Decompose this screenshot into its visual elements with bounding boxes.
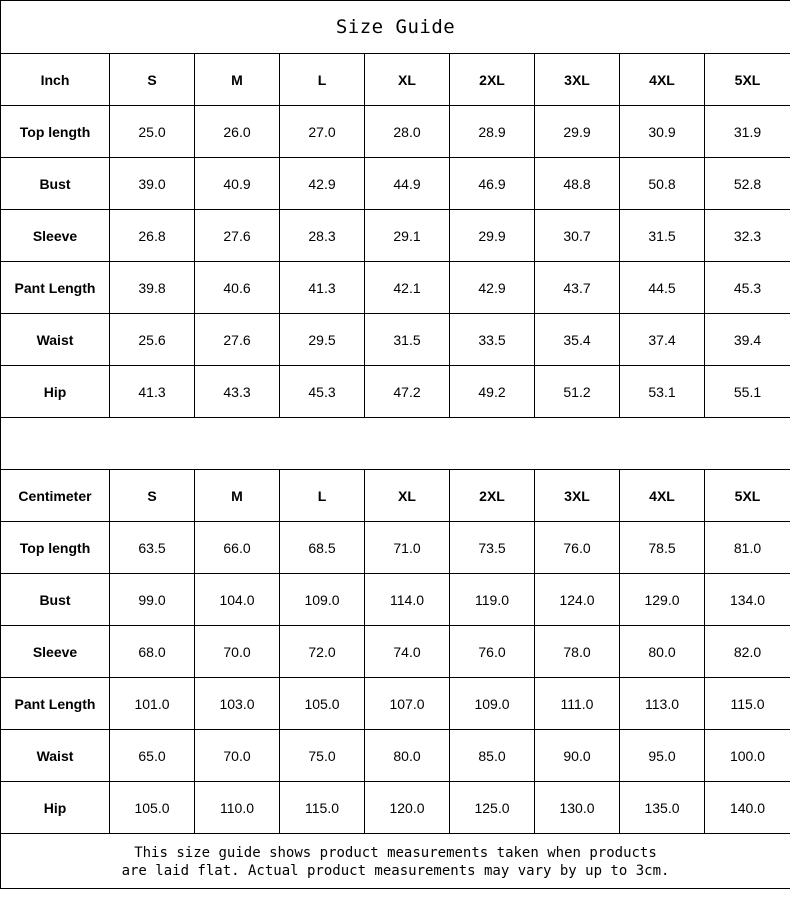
centimeter-unit-header: Centimeter (1, 470, 110, 522)
inch-header-row (1, 54, 790, 106)
measurement-value: 39.4 (705, 314, 790, 366)
measurement-value: 40.9 (195, 158, 280, 210)
measurement-value: 66.0 (195, 522, 280, 574)
measurement-value: 28.0 (365, 106, 450, 158)
table-row (1, 158, 790, 210)
measurement-value: 129.0 (620, 574, 705, 626)
measurement-value: 39.8 (110, 262, 195, 314)
measurement-value: 28.9 (450, 106, 535, 158)
measurement-value: 119.0 (450, 574, 535, 626)
size-header: L (280, 470, 365, 522)
table-row (1, 314, 790, 366)
size-header: 3XL (535, 54, 620, 106)
measurement-value: 110.0 (195, 782, 280, 834)
section-spacer (1, 418, 790, 470)
measurement-value: 49.2 (450, 366, 535, 418)
measurement-value: 105.0 (110, 782, 195, 834)
measurement-value: 124.0 (535, 574, 620, 626)
measurement-label: Bust (1, 158, 110, 210)
measurement-value: 125.0 (450, 782, 535, 834)
measurement-value: 68.5 (280, 522, 365, 574)
measurement-value: 78.5 (620, 522, 705, 574)
measurement-label: Waist (1, 730, 110, 782)
measurement-value: 25.0 (110, 106, 195, 158)
size-header: 3XL (535, 470, 620, 522)
measurement-value: 111.0 (535, 678, 620, 730)
measurement-label: Sleeve (1, 210, 110, 262)
measurement-value: 35.4 (535, 314, 620, 366)
measurement-value: 27.0 (280, 106, 365, 158)
measurement-value: 105.0 (280, 678, 365, 730)
measurement-value: 30.9 (620, 106, 705, 158)
measurement-value: 75.0 (280, 730, 365, 782)
measurement-value: 44.9 (365, 158, 450, 210)
table-row (1, 730, 790, 782)
measurement-value: 45.3 (280, 366, 365, 418)
measurement-value: 26.8 (110, 210, 195, 262)
measurement-value: 27.6 (195, 314, 280, 366)
measurement-value: 99.0 (110, 574, 195, 626)
measurement-value: 32.3 (705, 210, 790, 262)
measurement-value: 85.0 (450, 730, 535, 782)
table-row (1, 262, 790, 314)
measurement-value: 42.9 (280, 158, 365, 210)
measurement-label: Top length (1, 106, 110, 158)
inch-unit-header: Inch (1, 54, 110, 106)
measurement-value: 65.0 (110, 730, 195, 782)
measurement-value: 42.9 (450, 262, 535, 314)
measurement-value: 46.9 (450, 158, 535, 210)
measurement-value: 37.4 (620, 314, 705, 366)
measurement-value: 78.0 (535, 626, 620, 678)
measurement-value: 31.5 (620, 210, 705, 262)
measurement-note (1, 834, 790, 889)
measurement-value: 120.0 (365, 782, 450, 834)
table-row (1, 106, 790, 158)
table-row (1, 574, 790, 626)
measurement-value: 29.1 (365, 210, 450, 262)
measurement-value: 31.5 (365, 314, 450, 366)
measurement-value: 80.0 (365, 730, 450, 782)
measurement-label: Top length (1, 522, 110, 574)
measurement-value: 80.0 (620, 626, 705, 678)
size-header: S (110, 470, 195, 522)
page-title: Size Guide (1, 1, 790, 54)
table-row (1, 522, 790, 574)
size-header: 2XL (450, 54, 535, 106)
measurement-value: 28.3 (280, 210, 365, 262)
title-row (1, 1, 790, 54)
measurement-value: 51.2 (535, 366, 620, 418)
measurement-value: 63.5 (110, 522, 195, 574)
size-header: M (195, 470, 280, 522)
measurement-value: 29.5 (280, 314, 365, 366)
size-header: 2XL (450, 470, 535, 522)
measurement-value: 29.9 (535, 106, 620, 158)
size-header: XL (365, 54, 450, 106)
measurement-value: 68.0 (110, 626, 195, 678)
measurement-label: Pant Length (1, 262, 110, 314)
size-header: 5XL (705, 470, 790, 522)
table-row (1, 626, 790, 678)
measurement-value: 109.0 (280, 574, 365, 626)
measurement-label: Bust (1, 574, 110, 626)
measurement-label: Hip (1, 366, 110, 418)
size-guide-body (1, 1, 790, 889)
measurement-value: 73.5 (450, 522, 535, 574)
measurement-value: 103.0 (195, 678, 280, 730)
measurement-value: 41.3 (280, 262, 365, 314)
table-row (1, 366, 790, 418)
measurement-label: Pant Length (1, 678, 110, 730)
size-header: 5XL (705, 54, 790, 106)
measurement-value: 45.3 (705, 262, 790, 314)
measurement-value: 95.0 (620, 730, 705, 782)
measurement-value: 115.0 (705, 678, 790, 730)
table-row (1, 678, 790, 730)
centimeter-header-row (1, 470, 790, 522)
size-header: S (110, 54, 195, 106)
measurement-value: 40.6 (195, 262, 280, 314)
measurement-label: Waist (1, 314, 110, 366)
measurement-value: 43.7 (535, 262, 620, 314)
measurement-value: 81.0 (705, 522, 790, 574)
measurement-value: 47.2 (365, 366, 450, 418)
measurement-value: 82.0 (705, 626, 790, 678)
note-row (1, 834, 790, 889)
measurement-label: Sleeve (1, 626, 110, 678)
measurement-value: 107.0 (365, 678, 450, 730)
measurement-value: 70.0 (195, 626, 280, 678)
size-header: 4XL (620, 470, 705, 522)
measurement-value: 114.0 (365, 574, 450, 626)
size-header: XL (365, 470, 450, 522)
measurement-value: 27.6 (195, 210, 280, 262)
measurement-value: 101.0 (110, 678, 195, 730)
measurement-value: 42.1 (365, 262, 450, 314)
measurement-value: 39.0 (110, 158, 195, 210)
note-line: are laid flat. Actual product measurements may vary by up to 3cm. (121, 863, 670, 879)
table-row (1, 210, 790, 262)
table-row (1, 782, 790, 834)
note-line: This size guide shows product measurements taken when products (134, 845, 657, 861)
measurement-value: 76.0 (450, 626, 535, 678)
measurement-value: 33.5 (450, 314, 535, 366)
measurement-value: 31.9 (705, 106, 790, 158)
measurement-value: 26.0 (195, 106, 280, 158)
measurement-value: 44.5 (620, 262, 705, 314)
measurement-value: 113.0 (620, 678, 705, 730)
measurement-value: 43.3 (195, 366, 280, 418)
measurement-value: 134.0 (705, 574, 790, 626)
measurement-value: 90.0 (535, 730, 620, 782)
measurement-value: 104.0 (195, 574, 280, 626)
measurement-value: 135.0 (620, 782, 705, 834)
measurement-value: 109.0 (450, 678, 535, 730)
measurement-value: 29.9 (450, 210, 535, 262)
measurement-label: Hip (1, 782, 110, 834)
measurement-value: 52.8 (705, 158, 790, 210)
measurement-value: 30.7 (535, 210, 620, 262)
measurement-value: 71.0 (365, 522, 450, 574)
measurement-value: 100.0 (705, 730, 790, 782)
measurement-value: 76.0 (535, 522, 620, 574)
measurement-value: 25.6 (110, 314, 195, 366)
measurement-value: 70.0 (195, 730, 280, 782)
measurement-value: 140.0 (705, 782, 790, 834)
size-header: L (280, 54, 365, 106)
measurement-value: 74.0 (365, 626, 450, 678)
section-spacer-row (1, 418, 790, 470)
measurement-value: 72.0 (280, 626, 365, 678)
size-header: 4XL (620, 54, 705, 106)
measurement-value: 53.1 (620, 366, 705, 418)
measurement-value: 50.8 (620, 158, 705, 210)
measurement-value: 48.8 (535, 158, 620, 210)
measurement-value: 115.0 (280, 782, 365, 834)
measurement-value: 41.3 (110, 366, 195, 418)
measurement-value: 130.0 (535, 782, 620, 834)
size-header: M (195, 54, 280, 106)
measurement-value: 55.1 (705, 366, 790, 418)
